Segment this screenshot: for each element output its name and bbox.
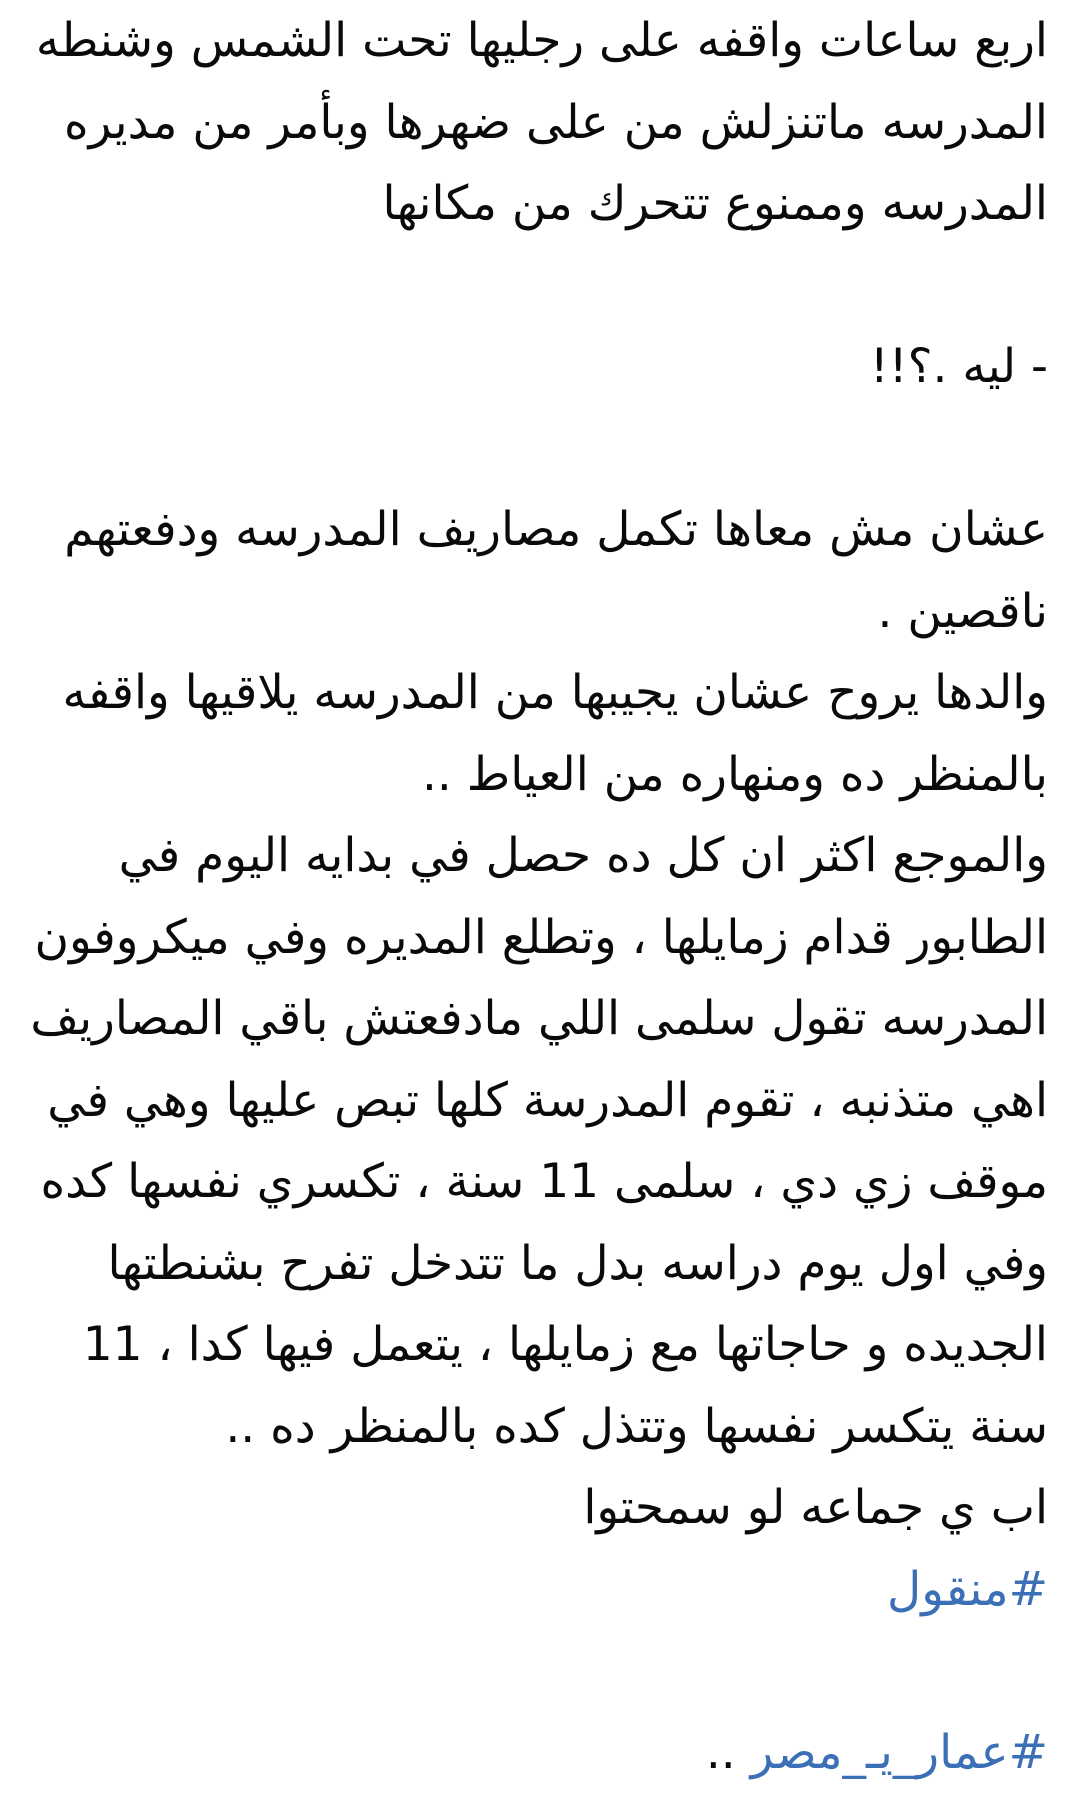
post-line-question: - ليه .؟!! (14, 326, 1048, 408)
post-line-9: والدها يروح عشان يجيبها من المدرسه يلاقيها واقفه (14, 652, 1048, 734)
hashtag-link-ammar-ya-masr[interactable]: #عمار_يـ_مصر (751, 1725, 1048, 1780)
trailing-dots: .. (706, 1725, 751, 1780)
blank-line (14, 408, 1048, 490)
post-line-17: الجديده و حاجاتها مع زمايلها ، يتعمل فيها كدا ، 11 (14, 1304, 1048, 1386)
blank-line (14, 245, 1048, 327)
hashtag-line-1 (14, 1549, 1048, 1631)
post-line-8: ناقصين . (14, 571, 1048, 653)
post-line-11: والموجع اكثر ان كل ده حصل في بدايه اليوم في (14, 815, 1048, 897)
post-line-19: اب ي جماعه لو سمحتوا (14, 1467, 1048, 1549)
post-line-15: موقف زي دي ، سلمى 11 سنة ، تكسري نفسها كده (14, 1141, 1048, 1223)
post-line-13: المدرسه تقول سلمى اللي مادفعتش باقي المصاريف (14, 978, 1048, 1060)
post-line-12: الطابور قدام زمايلها ، وتطلع المديره وفي ميكروفون (14, 897, 1048, 979)
post-line-16: وفي اول يوم دراسه بدل ما تتدخل تفرح بشنطتها (14, 1223, 1048, 1305)
post-line-10: بالمنظر ده ومنهاره من العياط .. (14, 734, 1048, 816)
post-line-2: المدرسه ماتنزلش من على ضهرها وبأمر من مديره (14, 82, 1048, 164)
hashtag-line-2 (14, 1712, 1048, 1793)
post-line-14: اهي متذنبه ، تقوم المدرسة كلها تبص عليها وهي في (14, 1060, 1048, 1142)
blank-line (14, 1630, 1048, 1712)
hashtag-link-manqool[interactable]: #منقول (887, 1562, 1048, 1617)
post-line-7: عشان مش معاها تكمل مصاريف المدرسه ودفعتهم (14, 489, 1048, 571)
post-body (14, 0, 1048, 1793)
post-line-3: المدرسه وممنوع تتحرك من مكانها (14, 163, 1048, 245)
post-line-1: اربع ساعات واقفه على رجليها تحت الشمس وشنطه (14, 0, 1048, 82)
post-line-18: سنة يتكسر نفسها وتتذل كده بالمنظر ده .. (14, 1386, 1048, 1468)
